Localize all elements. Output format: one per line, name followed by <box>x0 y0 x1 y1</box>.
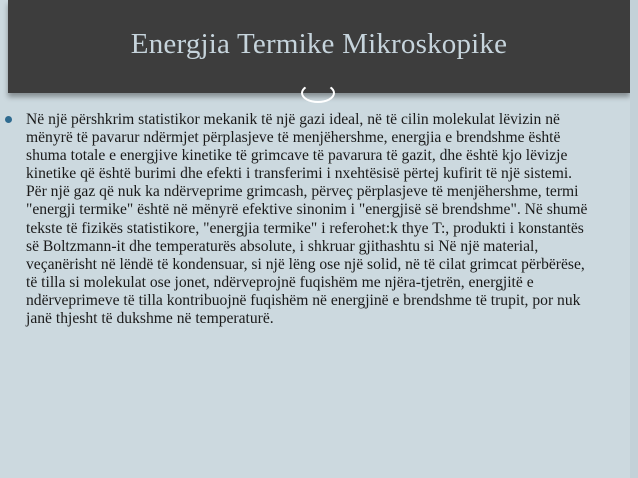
title-bar <box>8 0 630 93</box>
slide-title: Energjia Termike Mikroskopike <box>130 28 508 60</box>
slide-right-edge <box>630 0 638 478</box>
bullet-icon <box>5 116 12 123</box>
title-connector-circle-icon <box>301 83 335 103</box>
bullet-paragraph: Në një përshkrim statistikor mekanik të një gazi ideal, në të cilin molekulat lëvizin në mënyrë të pavarur ndërmjet përplasjeve të menjëhershme, energjia e brendshme është shuma totale e energjive kinetike të grimcave të pavarura të gazit, dhe është kjo lëvizje kinetike që është burimi dhe efekti i transferimi i nxehtësisë përtej kufirit të një sistemi. Për një gaz që nuk ka ndërveprime grimcash, përveç përplasjeve të menjëhershme, termi "energji termike" është në mënyrë efektive sinonim i "energjisë së brendshme". Në shumë tekste të fizikës statistikore, "energjia termike" i referohet:k thye T:, produkti i konstantës së Boltzmann-it dhe temperaturës absolute, i shkruar gjithashtu si Në një material, veçanërisht në lëndë të kondensuar, si një lëng ose një solid, në të cilat grimcat përbërëse, të tilla si molekulat ose jonet, ndërveprojnë fuqishëm me njëra-tjetrën, energjitë e ndërveprimeve të tilla kontribuojnë fuqishëm në energjinë e brendshme të trupit, por nuk janë thjesht të dukshme në temperaturë. <box>26 111 588 328</box>
slide-content <box>26 111 596 328</box>
